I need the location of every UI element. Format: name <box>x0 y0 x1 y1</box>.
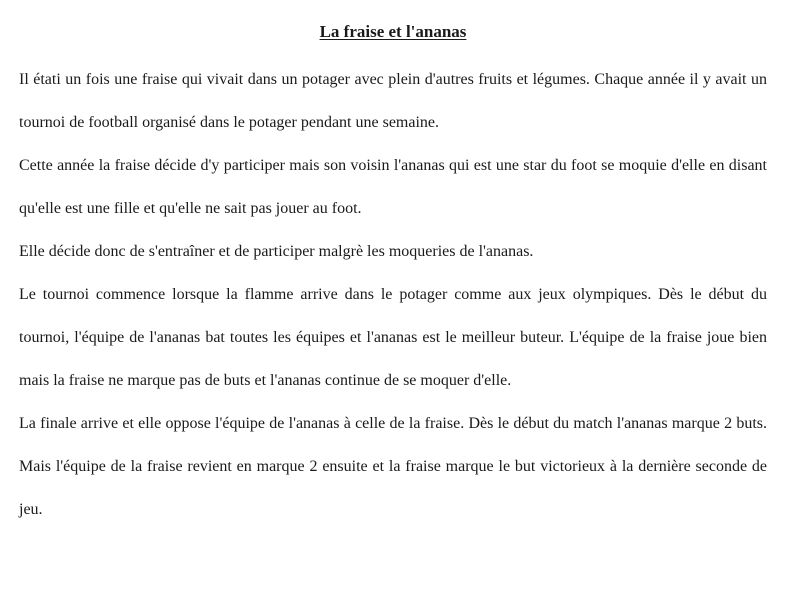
document-title: La fraise et l'ananas <box>319 22 467 41</box>
paragraph-5: La finale arrive et elle oppose l'équipe de l'ananas à celle de la fraise. Dès le début du match l'ananas marque 2 buts. Mais l'équipe de la fraise revient en marque 2 ensuite et la fraise marque le but victorieux à la dernière seconde de jeu. <box>19 415 767 518</box>
paragraph-4: Le tournoi commence lorsque la flamme arrive dans le potager comme aux jeux olympiques. Dès le début du tournoi, l'équipe de l'ananas bat toutes les équipes et l'ananas est le meilleur buteur. L'équipe de la fraise joue bien mais la fraise ne marque pas de buts et l'ananas continue de se moquer d'elle. <box>19 286 767 389</box>
paragraph-3: Elle décide donc de s'entraîner et de participer malgrè les moqueries de l'ananas. <box>19 243 534 260</box>
paragraph-1: Il étati un fois une fraise qui vivait dans un potager avec plein d'autres fruits et légumes. Chaque année il y avait un tournoi de football organisé dans le potager pendant une semaine. <box>19 71 767 131</box>
paragraph-2: Cette année la fraise décide d'y participer mais son voisin l'ananas qui est une star du foot se moquie d'elle en disant qu'elle est une fille et qu'elle ne sait pas jouer au foot. <box>19 157 767 217</box>
